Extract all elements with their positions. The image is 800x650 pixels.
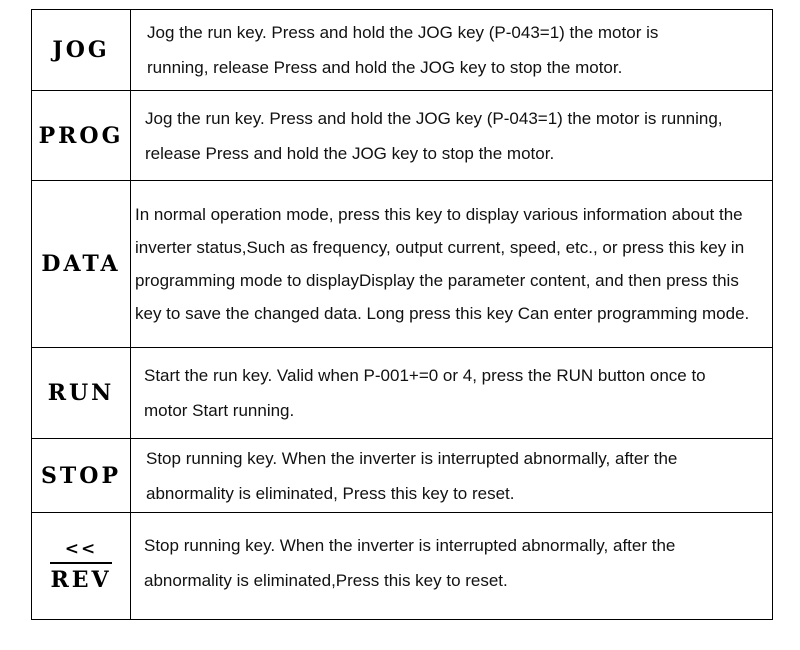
rev-key-symbol (50, 539, 111, 592)
key-label-stop: STOP (32, 439, 131, 513)
table-row-data (32, 181, 773, 348)
key-description-run (131, 348, 773, 439)
description-text: Stop running key. When the inverter is interrupted abnormally, after the abnormality is eliminated, Press this key to reset. (146, 448, 678, 503)
key-label-data: DATA (32, 181, 131, 348)
key-description-prog (131, 91, 773, 181)
description-text: Jog the run key. Press and hold the JOG key (P-043=1) the motor is running, release Press and hold the JOG key to stop the motor. (145, 108, 723, 163)
table-row-run (32, 348, 773, 439)
description-text: In normal operation mode, press this key to display various information about the inverter status,Such as frequency, output current, speed, etc., or press this key in programming mode to displayDisplay the parameter content, and then press this key to save the changed data. Long press this key Can enter programming mode. (135, 205, 750, 323)
description-text: Start the run key. Valid when P-001+=0 or 4, press the RUN button once to motor Start running. (144, 366, 706, 420)
description-text: Jog the run key. Press and hold the JOG key (P-043=1) the motor is running, release Press and hold the JOG key to stop the motor. (147, 23, 659, 77)
key-description-jog (131, 10, 773, 91)
key-label-rev (32, 513, 131, 620)
table-row-stop (32, 439, 773, 513)
rev-key-text: REV (50, 567, 112, 593)
rev-key-arrows: << (50, 539, 111, 564)
table-row-rev (32, 513, 773, 620)
key-label-run: RUN (32, 348, 131, 439)
table-row-prog (32, 91, 773, 181)
description-text: Stop running key. When the inverter is interrupted abnormally, after the abnormality is eliminated,Press this key to reset. (144, 536, 676, 590)
key-function-table (31, 9, 773, 620)
table-row-jog (32, 10, 773, 91)
key-label-prog: PROG (32, 91, 131, 181)
key-description-stop (131, 439, 773, 513)
key-description-rev (131, 513, 773, 620)
key-label-jog: JOG (32, 10, 131, 91)
key-description-data (131, 181, 773, 348)
